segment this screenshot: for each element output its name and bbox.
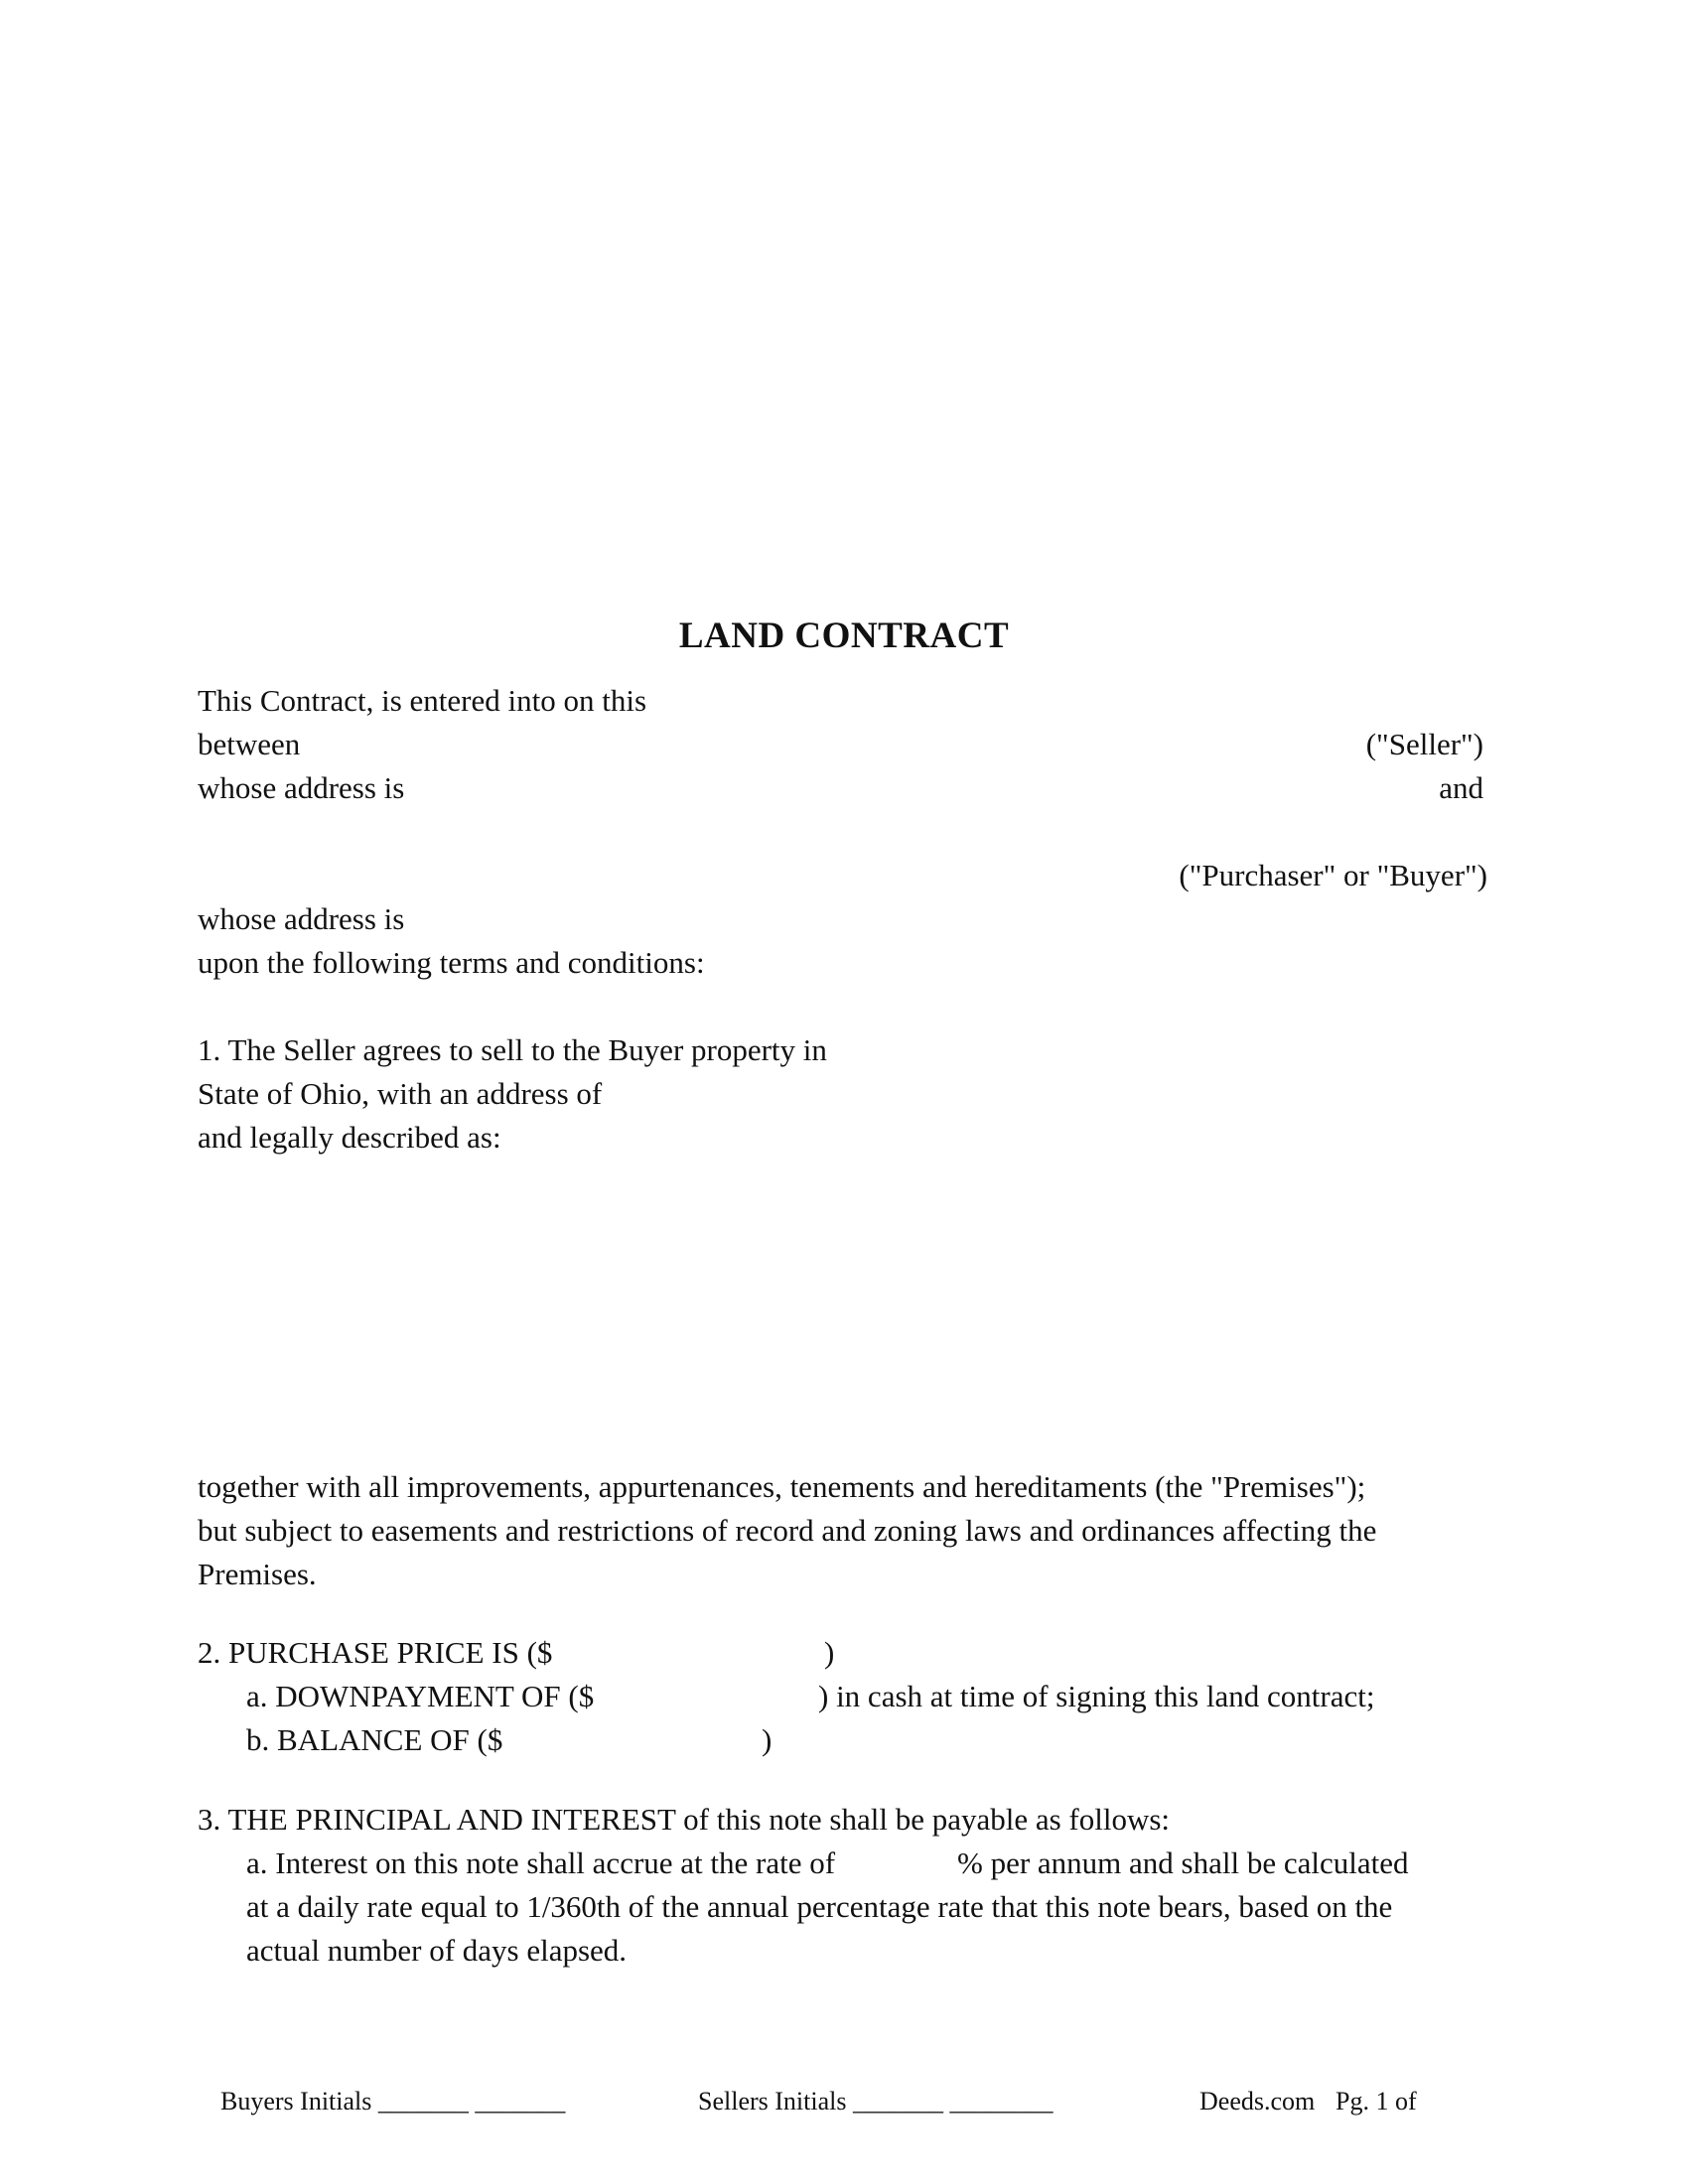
seller-address-label: whose address is: [198, 770, 405, 805]
footer-site: Deeds.com: [1199, 2087, 1316, 2116]
buyers-initials: Buyers Initials _______ _______: [220, 2087, 566, 2116]
interest-calc-line: at a daily rate equal to 1/360th of the annual percentage rate that this note bears, based on the: [246, 1889, 1393, 1924]
seller-label: ("Seller"): [1365, 727, 1483, 761]
premises-line: but subject to easements and restrictions of record and zoning laws and ordinances affecting the: [198, 1513, 1377, 1548]
downpayment-label: a. DOWNPAYMENT OF ($: [246, 1679, 595, 1713]
page-number: Pg. 1 of: [1336, 2087, 1417, 2116]
purchase-price-close: ): [824, 1635, 835, 1670]
sellers-initials: Sellers Initials _______ ________: [698, 2087, 1054, 2116]
interest-calc-line: actual number of days elapsed.: [246, 1933, 628, 1968]
section-1-line: State of Ohio, with an address of: [198, 1076, 603, 1111]
interest-rate-line: a. Interest on this note shall accrue at the rate of: [246, 1845, 836, 1880]
terms-intro: upon the following terms and conditions:: [198, 945, 705, 980]
buyer-address-label: whose address is: [198, 901, 405, 936]
document-title: LAND CONTRACT: [678, 615, 1010, 656]
premises-line: Premises.: [198, 1557, 317, 1591]
intro-line: This Contract, is entered into on this: [198, 683, 647, 718]
purchase-price-label: 2. PURCHASE PRICE IS ($: [198, 1635, 553, 1670]
section-1-line: and legally described as:: [198, 1120, 501, 1155]
balance-label: b. BALANCE OF ($: [246, 1722, 503, 1757]
section-1-line: 1. The Seller agrees to sell to the Buyer property in: [198, 1032, 827, 1067]
balance-close: ): [762, 1722, 773, 1757]
premises-line: together with all improvements, appurtenances, tenements and hereditaments (the "Premises");: [198, 1469, 1366, 1504]
between-label: between: [198, 727, 301, 761]
purchaser-label: ("Purchaser" or "Buyer"): [1179, 858, 1487, 892]
downpayment-close: ) in cash at time of signing this land contract;: [818, 1679, 1375, 1713]
section-3-heading: 3. THE PRINCIPAL AND INTEREST of this note shall be payable as follows:: [198, 1802, 1171, 1837]
interest-rate-line-end: % per annum and shall be calculated: [957, 1845, 1409, 1880]
and-label: and: [1439, 770, 1483, 805]
